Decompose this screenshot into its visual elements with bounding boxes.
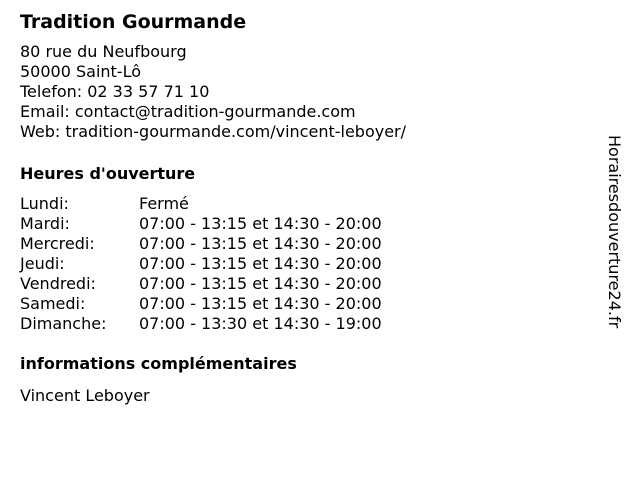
side-brand-watermark: Horairesdouverture24.fr xyxy=(605,135,624,329)
hours-row-thursday xyxy=(20,254,600,274)
web-label: Web: xyxy=(20,122,61,141)
phone-line xyxy=(20,82,600,102)
time-value: 07:00 - 13:15 et 14:30 - 20:00 xyxy=(139,254,382,273)
day-label: Dimanche: xyxy=(20,314,107,333)
phone-number[interactable]: 02 33 57 71 10 xyxy=(87,82,210,101)
time-value: 07:00 - 13:15 et 14:30 - 20:00 xyxy=(139,234,382,253)
hours-row-sunday xyxy=(20,314,600,334)
business-name: Tradition Gourmande xyxy=(20,11,247,33)
day-label: Lundi: xyxy=(20,194,69,213)
day-label: Jeudi: xyxy=(20,254,65,273)
info-text: Vincent Leboyer xyxy=(20,386,150,405)
day-label: Samedi: xyxy=(20,294,86,313)
email-link[interactable]: contact@tradition-gourmande.com xyxy=(74,102,356,121)
phone-label: Telefon: xyxy=(20,82,83,101)
day-label: Mardi: xyxy=(20,214,70,233)
time-value: 07:00 - 13:15 et 14:30 - 20:00 xyxy=(139,294,382,313)
hours-row-friday xyxy=(20,274,600,294)
hours-row-monday xyxy=(20,194,600,214)
time-value: 07:00 - 13:30 et 14:30 - 19:00 xyxy=(139,314,382,333)
email-line xyxy=(20,102,600,122)
time-value: Fermé xyxy=(139,194,189,213)
street-address: 80 rue du Neufbourg xyxy=(20,42,187,61)
web-line xyxy=(20,122,600,142)
email-label: Email: xyxy=(20,102,70,121)
info-heading: informations complémentaires xyxy=(20,354,297,373)
hours-table xyxy=(20,194,600,334)
hours-heading: Heures d'ouverture xyxy=(20,164,196,183)
business-card xyxy=(20,10,600,406)
hours-row-saturday xyxy=(20,294,600,314)
hours-row-tuesday xyxy=(20,214,600,234)
web-link[interactable]: tradition-gourmande.com/vincent-leboyer/ xyxy=(65,122,407,141)
city-address: 50000 Saint-Lô xyxy=(20,62,141,81)
day-label: Mercredi: xyxy=(20,234,95,253)
time-value: 07:00 - 13:15 et 14:30 - 20:00 xyxy=(139,214,382,233)
time-value: 07:00 - 13:15 et 14:30 - 20:00 xyxy=(139,274,382,293)
day-label: Vendredi: xyxy=(20,274,96,293)
hours-row-wednesday xyxy=(20,234,600,254)
